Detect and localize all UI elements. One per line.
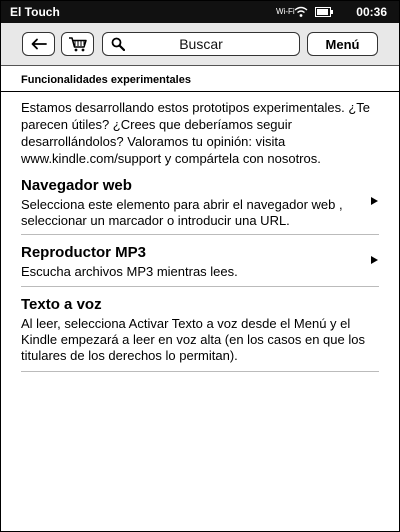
menu-button[interactable] (307, 32, 378, 56)
section-title: Funcionalidades experimentales (21, 74, 191, 86)
wifi-label: Wi-Fi (276, 7, 295, 16)
battery-icon (315, 7, 333, 17)
search-input[interactable] (102, 32, 300, 56)
item-divider (21, 234, 379, 235)
intro-text: Estamos desarrollando estos prototipos experimentales. ¿Te parecen útiles? ¿Crees que deberíamos seguir desarrollándolos? Valoramos tu opinión: visita www.kindle.com/support y compártela con nosotros. (21, 100, 371, 166)
chevron-right-icon[interactable] (371, 197, 378, 205)
item-divider (21, 286, 379, 287)
wifi-icon (294, 6, 308, 18)
item-divider (21, 371, 379, 372)
menu-item-text-to-speech[interactable] (21, 295, 366, 364)
menu-button-label: Menú (325, 36, 360, 52)
store-button[interactable] (61, 32, 94, 56)
section-divider (0, 91, 400, 92)
menu-item-web-browser[interactable] (21, 176, 366, 229)
item-description: Al leer, selecciona Activar Texto a voz desde el Menú y el Kindle empezará a leer en voz alta (en los casos en que los titulares de los derechos lo permitan). (21, 316, 365, 363)
clock-time: 00:36 (356, 5, 387, 19)
menu-item-mp3-player[interactable] (21, 243, 366, 280)
item-title: Texto a voz (21, 296, 102, 313)
toolbar (1, 23, 399, 66)
back-button[interactable] (22, 32, 55, 56)
item-description: Selecciona este elemento para abrir el navegador web , seleccionar un marcador o introducir una URL. (21, 197, 343, 228)
search-placeholder: Buscar (179, 36, 223, 52)
chevron-right-icon[interactable] (371, 256, 378, 264)
cart-icon (68, 36, 88, 52)
item-title: Reproductor MP3 (21, 244, 147, 261)
item-title: Navegador web (21, 177, 132, 194)
status-bar (1, 1, 399, 23)
device-name: El Touch (10, 5, 60, 19)
item-description: Escucha archivos MP3 mientras lees. (21, 264, 238, 279)
back-arrow-icon (31, 38, 47, 50)
